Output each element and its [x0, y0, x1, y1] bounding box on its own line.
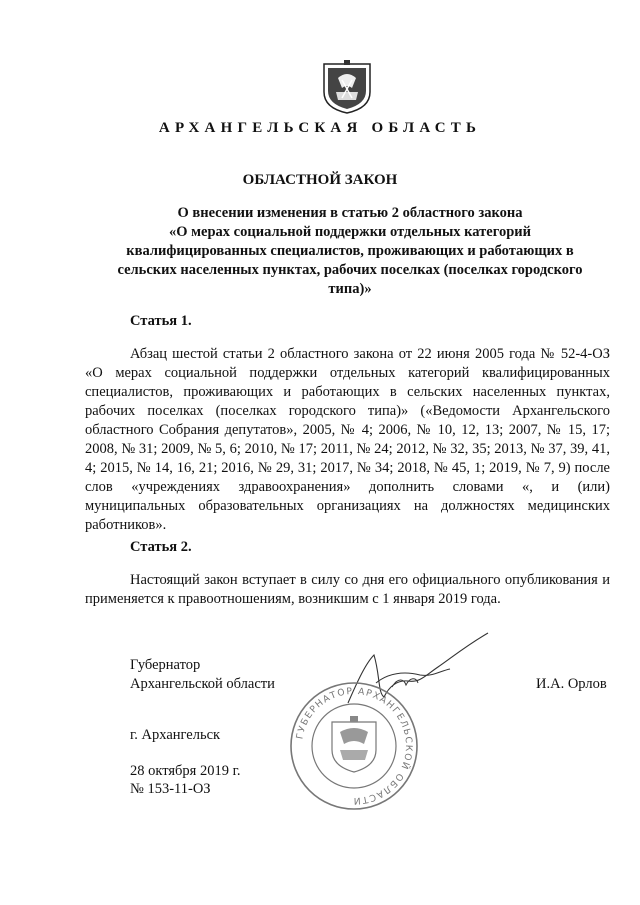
signatory-region: Архангельской области — [130, 676, 275, 692]
signing-date: 28 октября 2019 г. — [130, 763, 241, 779]
law-number: № 153-11-ОЗ — [130, 781, 211, 797]
place-of-signing: г. Архангельск — [130, 727, 221, 743]
article-1-text: Абзац шестой статьи 2 областного закона от 22 июня 2005 года № 52-4-ОЗ «О мерах социальной поддержки отдельных категорий квалифицированных специалистов, проживающих и работающих в сельских населенных пунктах, рабочих поселках (поселках городского типа)» («Ведомости Архангельского областного Собрания депутатов», 2005, № 4; 2006, № 10, 12, 13; 2007, № 15, 17; 2008, № 31; 2009, № 5, 6; 2010, № 17; 2011, № 24; 2012, № 32, 35; 2013, № 37, 39, 41, 4; 2015, № 14, 16, 21; 2016, № 29, 31; 2017, № 34; 2018, № 45, 1; 2019, № 7, 9) после слов «учреждениях здравоохранения» дополнить словами «, и (или) муниципальных образовательных организациях на должностях медицинских работников». — [85, 346, 610, 533]
signatory-name: И.А. Орлов — [536, 676, 607, 692]
seal-ring-text: ГУБЕРНАТОР АРХАНГЕЛЬСКОЙ ОБЛАСТИ — [294, 685, 415, 807]
article-2-heading: Статья 2. — [130, 539, 192, 555]
law-title-line: сельских населенных пунктах, рабочих поселках (поселках городского — [117, 262, 583, 278]
law-title-line: О внесении изменения в статью 2 областного закона — [177, 205, 523, 221]
official-seal — [288, 680, 420, 812]
article-2-text: Настоящий закон вступает в силу со дня его официального опубликования и применяется к правоотношениям, возникшим с 1 января 2019 года. — [85, 572, 610, 607]
signatory-position: Губернатор — [130, 657, 201, 673]
law-title — [100, 204, 600, 299]
article-1-heading: Статья 1. — [130, 313, 192, 329]
document-type: ОБЛАСТНОЙ ЗАКОН — [242, 172, 398, 188]
coat-of-arms-emblem — [318, 58, 376, 116]
law-title-line: «О мерах социальной поддержки отдельных категорий — [169, 224, 531, 240]
law-title-line: квалифицированных специалистов, проживающих и работающих в — [126, 243, 574, 259]
law-title-line: типа)» — [328, 281, 372, 297]
region-title: АРХАНГЕЛЬСКАЯ ОБЛАСТЬ — [158, 120, 482, 136]
